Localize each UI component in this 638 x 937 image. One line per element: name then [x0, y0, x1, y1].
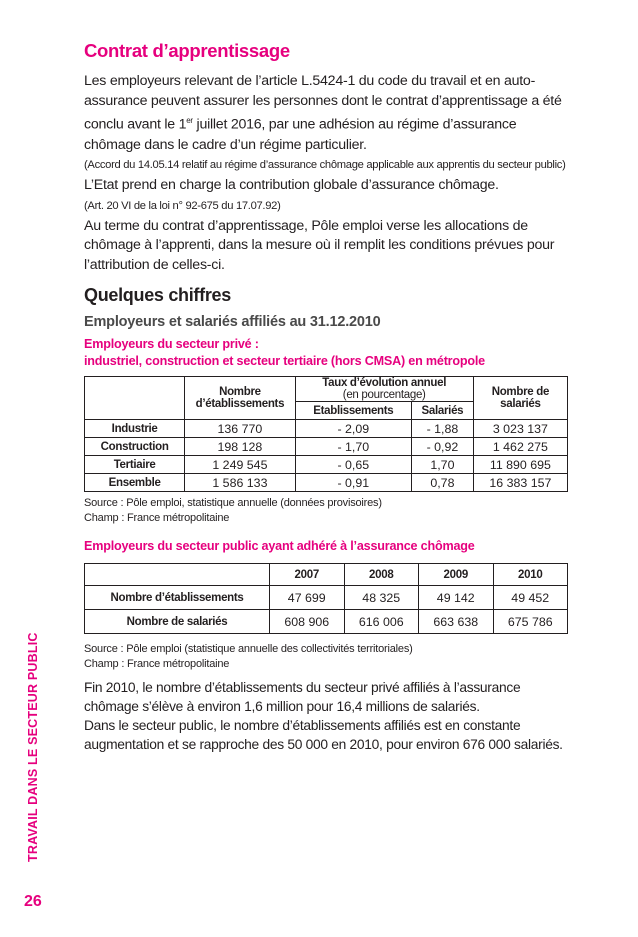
- section-side-label: TRAVAIL DANS LE SECTEUR PUBLIC: [26, 632, 40, 862]
- subtitle-affilies: Employeurs et salariés affiliés au 31.12.2010: [84, 314, 381, 331]
- header-salaries: Nombre de salariés: [473, 377, 567, 420]
- table-row: Ensemble 1 586 133 - 0,91 0,78 16 383 157: [85, 474, 568, 492]
- conclusion-public: Dans le secteur public, le nombre d’établissements affiliés est en constante augmentation et se rapproche des 50 000 en 2010, pour environ 676 000 salariés.: [84, 718, 563, 753]
- public-champ: Champ : France métropolitaine: [84, 658, 230, 671]
- table-corner: [85, 377, 185, 420]
- sidebar: [14, 612, 38, 870]
- header-etablissements: Nombre d’établissements: [185, 377, 295, 420]
- note-article: (Art. 20 VI de la loi n° 92-675 du 17.07.92): [84, 199, 281, 212]
- paragraph-etat: L’Etat prend en charge la contribution globale d’assurance chômage.: [84, 177, 499, 194]
- table-row: Nombre de salariés 608 906 616 006 663 638 675 786: [85, 610, 568, 634]
- private-champ: Champ : France métropolitaine: [84, 512, 230, 525]
- private-source: Source : Pôle emploi, statistique annuelle (données provisoires): [84, 497, 382, 510]
- table-row: Construction 198 128 - 1,70 - 0,92 1 462 275: [85, 438, 568, 456]
- year-header: 2007: [270, 564, 345, 586]
- table-row: Tertiaire 1 249 545 - 0,65 1,70 11 890 695: [85, 456, 568, 474]
- header-taux: Taux d’évolution annuel (en pourcentage): [295, 377, 473, 402]
- public-source: Source : Pôle emploi (statistique annuelle des collectivités territoriales): [84, 643, 413, 656]
- private-sector-table: [84, 376, 568, 492]
- paragraph-employeurs: Les employeurs relevant de l’article L.5424-1 du code du travail et en auto-assurance peuvent assurer les personnes dont le contrat d’apprentissage a été conclu avant le 1er juillet 2016, par une adhésion au régime d’assurance chômage dans le cadre d’un régime particulier.: [84, 73, 562, 153]
- private-sector-title-2: industriel, construction et secteur tertiaire (hors CMSA) en métropole: [84, 354, 485, 369]
- section-title-chiffres: Quelques chiffres: [84, 285, 231, 306]
- public-sector-table: [84, 563, 568, 634]
- year-header: 2009: [419, 564, 494, 586]
- paragraph-terme: Au terme du contrat d’apprentissage, Pôle emploi verse les allocations de chômage à l’apprenti, dans la mesure où il remplit les conditions prévues pour l’attribution de celles-ci.: [84, 217, 555, 273]
- main-content: [84, 40, 568, 754]
- year-header: 2010: [493, 564, 568, 586]
- public-sector-title: Employeurs du secteur public ayant adhéré à l’assurance chômage: [84, 539, 475, 554]
- section-title-apprentissage: Contrat d’apprentissage: [84, 40, 290, 61]
- page-number: 26: [24, 893, 42, 910]
- conclusion-private: Fin 2010, le nombre d’établissements du secteur privé affiliés à l’assurance chômage s’élève à environ 1,6 million pour 16,4 millions de salariés.: [84, 680, 521, 715]
- header-evo-etab: Etablissements: [295, 402, 411, 420]
- note-accord: (Accord du 14.05.14 relatif au régime d’assurance chômage applicable aux apprentis du secteur public): [84, 159, 566, 172]
- table-row: Nombre d’établissements 47 699 48 325 49 142 49 452: [85, 586, 568, 610]
- table-corner: [85, 564, 270, 586]
- year-header: 2008: [344, 564, 419, 586]
- header-evo-sal: Salariés: [412, 402, 474, 420]
- table-row: Industrie 136 770 - 2,09 - 1,88 3 023 137: [85, 420, 568, 438]
- private-sector-title-1: Employeurs du secteur privé :: [84, 337, 259, 352]
